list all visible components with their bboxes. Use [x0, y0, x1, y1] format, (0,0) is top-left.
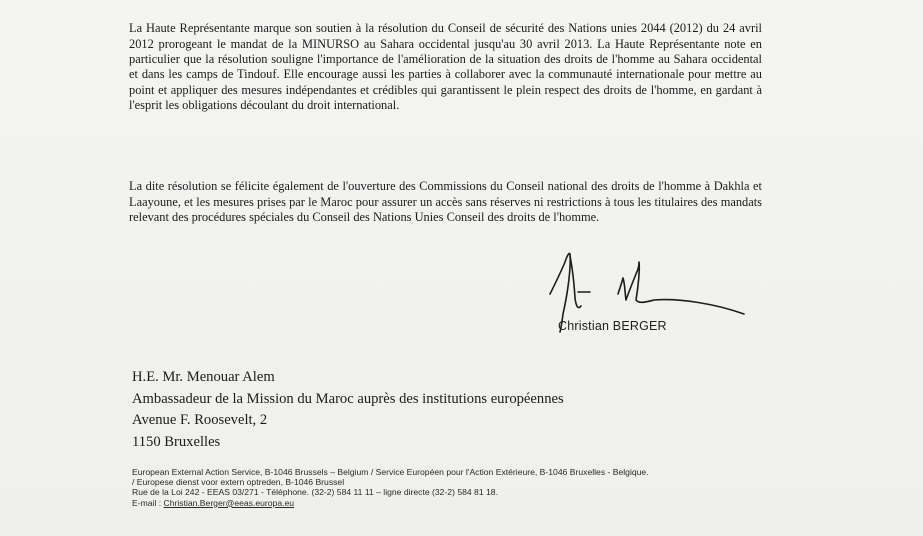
recipient-street: Avenue F. Roosevelt, 2	[132, 412, 268, 429]
email-link[interactable]: Christian.Berger@eeas.europa.eu	[163, 497, 295, 508]
footer-line-1: European External Action Service, B-1046 Brussels – Belgium / Service Européen pour l'Action Extérieure, B-1046 Bruxelles - Belgique.	[132, 467, 649, 477]
signatory-name: Christian BERGER	[558, 319, 667, 333]
signature-block	[548, 248, 758, 344]
recipient-title: Ambassadeur de la Mission du Maroc auprès des institutions européennes	[132, 390, 564, 407]
footer-line-2: / Europese dienst voor extern optreden, B-1046 Brussel	[132, 477, 345, 488]
recipient-address	[132, 367, 564, 454]
letter-paragraph-2: La dite résolution se félicite également de l'ouverture des Commissions du Conseil national des droits de l'homme à Dakhla et Laayoune, et les mesures prises par le Maroc pour assurer un accès sans réserves ni restrictions à tous les titulaires des mandats relevant des procédures spéciales du Conseil des Nations Unies Conseil des droits de l'homme.	[129, 179, 762, 224]
letterhead-footer	[132, 467, 802, 508]
footer-email-line	[132, 498, 802, 508]
footer-line-3: Rue de la Loi 242 - EEAS 03/271 - Téléphone. (32-2) 584 11 11 – ligne directe (32-2) 584 81 18.	[132, 487, 498, 498]
email-label: E-mail :	[132, 497, 164, 508]
recipient-city: 1150 Bruxelles	[132, 434, 221, 451]
recipient-name: H.E. Mr. Menouar Alem	[132, 369, 275, 385]
letter-paragraph-1: La Haute Représentante marque son soutien à la résolution du Conseil de sécurité des Nations unies 2044 (2012) du 24 avril 2012 prorogeant le mandat de la MINURSO au Sahara occidental jusqu'au 30 avril 2013. La Haute Représentante note en particulier que la résolution souligne l'importance de l'amélioration de la situation des droits de l'homme au Sahara occidental et dans les camps de Tindouf. Elle encourage aussi les parties à collaborer avec la communauté internationale pour mettre au point et appliquer des mesures indépendantes et crédibles qui garantissent le plein respect des droits de l'homme, en gardant à l'esprit les obligations découlant du droit international.	[129, 21, 762, 112]
